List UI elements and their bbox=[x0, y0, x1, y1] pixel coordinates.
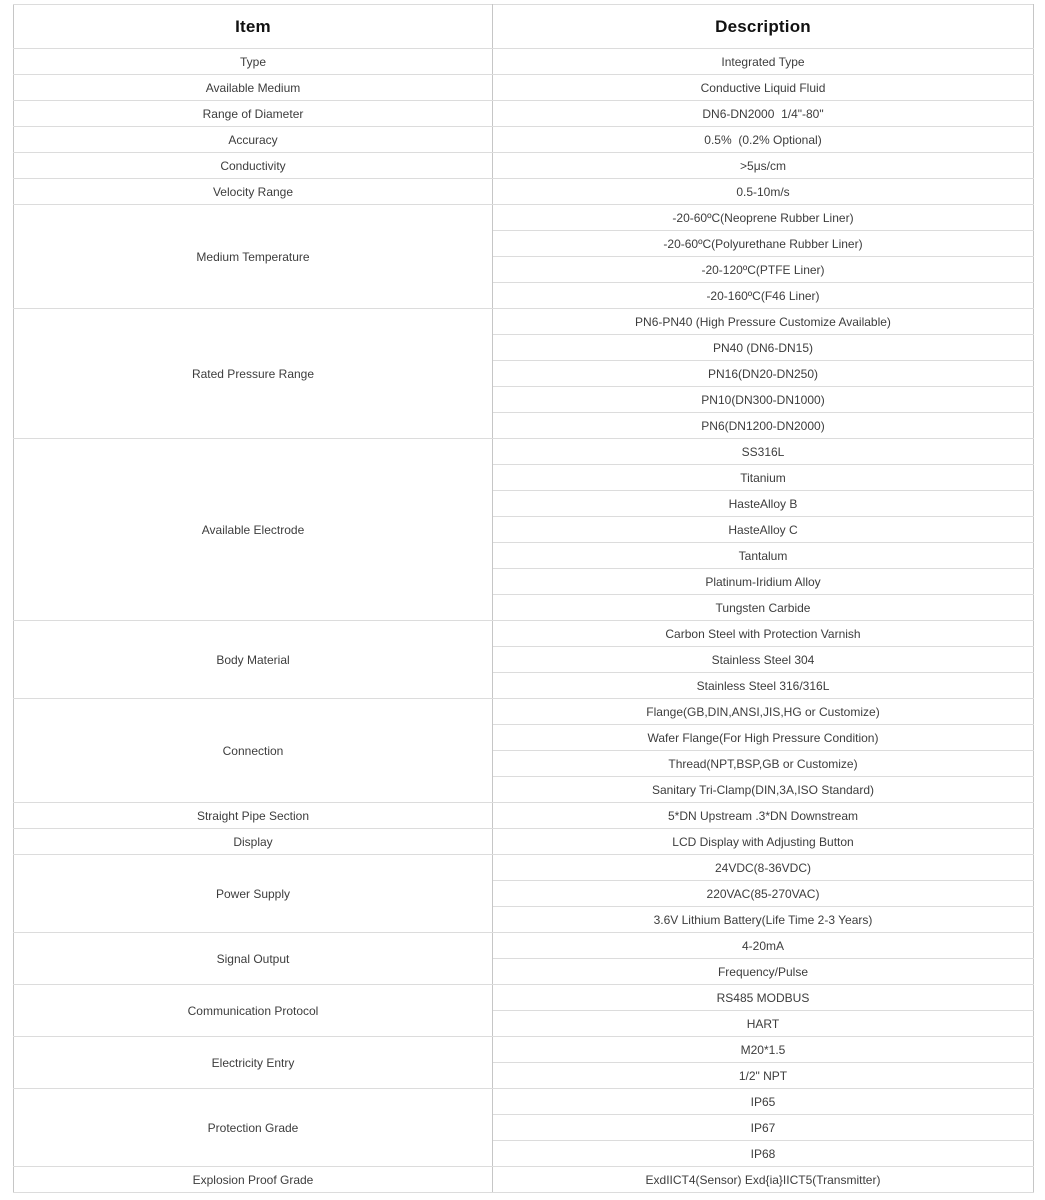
description-cell: -20-60ºC(Polyurethane Rubber Liner) bbox=[493, 231, 1034, 257]
table-row bbox=[14, 985, 1034, 1011]
item-cell: Range of Diameter bbox=[14, 101, 493, 127]
column-header-item: Item bbox=[14, 5, 493, 49]
description-cell: Thread(NPT,BSP,GB or Customize) bbox=[493, 751, 1034, 777]
description-cell: PN6(DN1200-DN2000) bbox=[493, 413, 1034, 439]
description-cell: 1/2" NPT bbox=[493, 1063, 1034, 1089]
column-header-description: Description bbox=[493, 5, 1034, 49]
description-cell: 3.6V Lithium Battery(Life Time 2-3 Years) bbox=[493, 907, 1034, 933]
item-cell: Communication Protocol bbox=[14, 985, 493, 1037]
description-cell: SS316L bbox=[493, 439, 1034, 465]
description-cell: Platinum-Iridium Alloy bbox=[493, 569, 1034, 595]
item-cell: Electricity Entry bbox=[14, 1037, 493, 1089]
description-cell: PN40 (DN6-DN15) bbox=[493, 335, 1034, 361]
description-cell: PN6-PN40 (High Pressure Customize Available) bbox=[493, 309, 1034, 335]
description-cell: ExdIICT4(Sensor) Exd{ia}IICT5(Transmitter) bbox=[493, 1167, 1034, 1193]
description-cell: Wafer Flange(For High Pressure Condition) bbox=[493, 725, 1034, 751]
table-row bbox=[14, 49, 1034, 75]
table-row bbox=[14, 1089, 1034, 1115]
item-cell: Available Medium bbox=[14, 75, 493, 101]
table-row bbox=[14, 179, 1034, 205]
description-cell: IP68 bbox=[493, 1141, 1034, 1167]
item-cell: Connection bbox=[14, 699, 493, 803]
table-row bbox=[14, 803, 1034, 829]
item-cell: Display bbox=[14, 829, 493, 855]
item-cell: Velocity Range bbox=[14, 179, 493, 205]
item-cell: Type bbox=[14, 49, 493, 75]
table-row bbox=[14, 439, 1034, 465]
description-cell: 220VAC(85-270VAC) bbox=[493, 881, 1034, 907]
item-cell: Explosion Proof Grade bbox=[14, 1167, 493, 1193]
table-row bbox=[14, 933, 1034, 959]
description-cell: Carbon Steel with Protection Varnish bbox=[493, 621, 1034, 647]
description-cell: PN10(DN300-DN1000) bbox=[493, 387, 1034, 413]
header-row bbox=[14, 5, 1034, 49]
table-row bbox=[14, 1167, 1034, 1193]
item-cell: Conductivity bbox=[14, 153, 493, 179]
description-cell: IP67 bbox=[493, 1115, 1034, 1141]
description-cell: 4-20mA bbox=[493, 933, 1034, 959]
description-cell: DN6-DN2000 1/4"-80" bbox=[493, 101, 1034, 127]
description-cell: 5*DN Upstream .3*DN Downstream bbox=[493, 803, 1034, 829]
item-cell: Rated Pressure Range bbox=[14, 309, 493, 439]
table-row bbox=[14, 855, 1034, 881]
description-cell: Integrated Type bbox=[493, 49, 1034, 75]
description-cell: 0.5% (0.2% Optional) bbox=[493, 127, 1034, 153]
description-cell: Conductive Liquid Fluid bbox=[493, 75, 1034, 101]
description-cell: RS485 MODBUS bbox=[493, 985, 1034, 1011]
spec-table-body bbox=[14, 49, 1034, 1193]
table-row bbox=[14, 829, 1034, 855]
table-row bbox=[14, 621, 1034, 647]
description-cell: HasteAlloy C bbox=[493, 517, 1034, 543]
description-cell: >5μs/cm bbox=[493, 153, 1034, 179]
description-cell: -20-120ºC(PTFE Liner) bbox=[493, 257, 1034, 283]
description-cell: Titanium bbox=[493, 465, 1034, 491]
description-cell: -20-60ºC(Neoprene Rubber Liner) bbox=[493, 205, 1034, 231]
table-row bbox=[14, 309, 1034, 335]
item-cell: Medium Temperature bbox=[14, 205, 493, 309]
spec-table-header bbox=[14, 5, 1034, 49]
description-cell: LCD Display with Adjusting Button bbox=[493, 829, 1034, 855]
description-cell: Stainless Steel 304 bbox=[493, 647, 1034, 673]
table-row bbox=[14, 127, 1034, 153]
table-row bbox=[14, 153, 1034, 179]
description-cell: Sanitary Tri-Clamp(DIN,3A,ISO Standard) bbox=[493, 777, 1034, 803]
spec-table-container bbox=[13, 4, 1033, 1193]
item-cell: Available Electrode bbox=[14, 439, 493, 621]
description-cell: -20-160ºC(F46 Liner) bbox=[493, 283, 1034, 309]
description-cell: Frequency/Pulse bbox=[493, 959, 1034, 985]
description-cell: HasteAlloy B bbox=[493, 491, 1034, 517]
table-row bbox=[14, 205, 1034, 231]
table-row bbox=[14, 699, 1034, 725]
table-row bbox=[14, 75, 1034, 101]
description-cell: M20*1.5 bbox=[493, 1037, 1034, 1063]
description-cell: IP65 bbox=[493, 1089, 1034, 1115]
spec-table bbox=[13, 4, 1034, 1193]
table-row bbox=[14, 1037, 1034, 1063]
description-cell: Flange(GB,DIN,ANSI,JIS,HG or Customize) bbox=[493, 699, 1034, 725]
description-cell: HART bbox=[493, 1011, 1034, 1037]
item-cell: Body Material bbox=[14, 621, 493, 699]
description-cell: 0.5-10m/s bbox=[493, 179, 1034, 205]
item-cell: Power Supply bbox=[14, 855, 493, 933]
item-cell: Accuracy bbox=[14, 127, 493, 153]
description-cell: 24VDC(8-36VDC) bbox=[493, 855, 1034, 881]
description-cell: Tantalum bbox=[493, 543, 1034, 569]
table-row bbox=[14, 101, 1034, 127]
description-cell: Tungsten Carbide bbox=[493, 595, 1034, 621]
item-cell: Protection Grade bbox=[14, 1089, 493, 1167]
item-cell: Straight Pipe Section bbox=[14, 803, 493, 829]
description-cell: Stainless Steel 316/316L bbox=[493, 673, 1034, 699]
description-cell: PN16(DN20-DN250) bbox=[493, 361, 1034, 387]
item-cell: Signal Output bbox=[14, 933, 493, 985]
